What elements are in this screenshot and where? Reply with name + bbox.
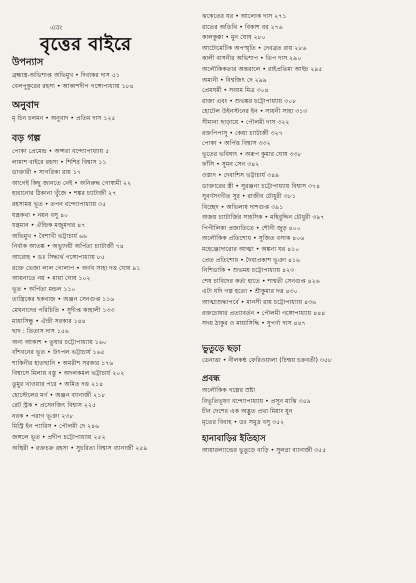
toc-entry: বাঁশবনের ভূত • উৎপল ভট্টাচার্য ১৬৫ — [12, 349, 105, 357]
toc-entry: আগেই কিছু জানতে নেই • অনিরুদ্ধ গোস্বামী ২২ — [12, 179, 132, 187]
toc-entry: অন্য আকাশ • তুষার চট্টোপাধ্যায় ১৬০ — [12, 338, 107, 346]
toc-entry: সদয় ঠাকুর ও মায়াসিদ্ধি • সুপর্ণা দাস ৪৪৭ — [202, 320, 306, 328]
toc-entry: প্রেত প্রতিশোধ • দৈবাপ্রকাশ ভূঞা ৪১৬ — [202, 256, 301, 264]
toc-entry: আরোহ • ডঃ সিদ্ধার্থ গঙ্গোপাধ্যায় ৮৫ — [12, 253, 105, 261]
toc-entry: অলৌকিকতার অন্তরালে • রাইপ্রতিমা আইচ ২৯৫ — [202, 65, 323, 73]
toc-entry: অলৌকিক প্রতিশোধ • সুজিত বসাক ৪০৬ — [202, 235, 305, 243]
toc-entry: ছাদ : তিতাস দাস ১৫৬ — [12, 328, 69, 336]
toc-entry: মৃ চিন চলমন • অনুবাদ • প্রতিম দাস ১২৫ — [12, 115, 116, 122]
toc-entry: নির্বাক আতঙ্ক • অভ্যুদয়ী অর্পিতা চ্যাটার্জী ৭৪ — [12, 243, 124, 251]
toc-entry: রক্তচোষার প্রত্যাবর্তন • পৌলমী গঙ্গোপাধ্যায় ৪৪৪ — [202, 309, 326, 317]
toc-entry: ডুমুর খাওয়ার পরে • অমিত দত্ত ২১৪ — [12, 381, 104, 389]
section-boro-golpo-cont — [202, 12, 408, 330]
toc-entry: মিস্ট্রি ইন প্যারিস • পৌলমী দে ২৪৬ — [12, 423, 100, 431]
toc-entry: ডাক্তারী • সাগরিকা রায় ১৭ — [12, 169, 81, 177]
toc-entry: তান্ত্রিকের ছকবাজ • অঞ্জন সেনগুপ্ত ১১৬ — [12, 296, 115, 304]
toc-entry: এটা যদি গল্প হতো • শ্রীকুমার দত্ত ৪৩০ — [202, 288, 298, 296]
toc-entry: কালী বাসনীর অভিশাপ • তিপ দাস ২৯০ — [202, 55, 302, 63]
section-upanyas — [12, 56, 200, 92]
toc-entry: মৃতের বিবাহ • ডঃ সমুদ্র বসু ৩৫২ — [202, 418, 285, 426]
toc-entry: মহেঞ্জোদারোর আত্মা • অঙ্কনা ঘর ৪১০ — [202, 246, 300, 254]
toc-entry: পোকা প্রেমেন্দ্র • অপ্সরা বন্দ্যোপাধ্যায় ৫ — [12, 148, 110, 155]
toc-entry: যন্ত্রকথা • নয়ন বসু ৪০ — [12, 211, 69, 219]
publisher-mark: এবং — [50, 24, 63, 32]
toc-entry: বিশ্বাসে মিলায় বস্তু • অদলকমল ভট্টাচার্য ২০২ — [12, 370, 125, 378]
section-heading: প্রবন্ধ — [202, 374, 220, 384]
toc-entry: পিপীলিকা প্রজাতিতে • শৌনী জুড় ৪০০ — [202, 224, 301, 232]
toc-entry: অলৌকিক গল্পের স্রষ্টা — [202, 387, 256, 394]
toc-entry: শাকিনীর হাতছানি • অমরীশ সরকার ১৭৬ — [12, 359, 114, 367]
toc-entry: ওস্তাদ • দেবাশিস ভট্টাচার্য ৩৪৯ — [202, 171, 280, 179]
toc-entry: রাজা এবং • শুভঙ্কর চট্টোপাধ্যায় ৩০৮ — [202, 97, 297, 105]
toc-entry: রাতের অতিথি • বিকাশ বর ২৭৬ — [202, 23, 283, 31]
toc-entry: আয়ারল্যান্ডের ভুতুড়ে বাড়ি • সুলগ্না ব্যানার্জী ৩৫৫ — [202, 447, 327, 454]
toc-entry: বেলপুকুরের রহস্য • আকাশদীপ গঙ্গোপাধ্যায় ১৮৪ — [12, 82, 134, 90]
toc-entry: পোকা • অর্পিত্ত বিশ্বাস ৩৩২ — [202, 140, 271, 148]
toc-entry: ফাঁসি • সুমন সেন ৩৪২ — [202, 161, 260, 169]
section-chhora — [202, 342, 408, 367]
toc-entry: আটোমেটিক অপস্মৃতি • দেবব্রত রায় ২৮৬ — [202, 44, 307, 52]
toc-entry: ডেনাত্তা • নীলকন্ঠ ফেরিওয়ালা (চিন্ময় চক্রবর্তী) ৩৫৮ — [202, 357, 332, 364]
toc-entry: রেট স্ট্রক • প্রসেনজিৎ বিশ্বাস ২২৫ — [12, 402, 96, 410]
toc-entry: মেঘনাদের পরিচিতি • সুদীপ্ত কাহালী ১৩৩ — [12, 306, 115, 314]
toc-entry: জঙ্গলে ভূত • প্রদীপ চট্টোপাধ্যায় ২৫২ — [12, 434, 106, 442]
section-anubad — [12, 99, 200, 125]
section-heading: হানাবাড়ির ইতিহাস — [202, 434, 266, 444]
toc-entry: বিভূতিভূষণ বন্দ্যোপাধ্যায় • প্রসূন মাঝি ৩৫৯ — [202, 397, 311, 405]
section-probondho — [202, 372, 408, 428]
toc-entry: আত্মাশুদ্ধাপর্বে • মানসী রায় চট্টোপাধ্যায় ৪৩৬ — [202, 299, 317, 307]
toc-entry: শেষ চাবিদের কর্তা হাতে • শাশ্বতী সেনগুপ্ত ৪২৬ — [202, 277, 320, 285]
toc-entry: সীমানা ছাড়ায়ে • পৌলমী দাস ৩২২ — [202, 118, 290, 126]
toc-entry: ঝকেতের ঘর • আলোক দাস ২৭১ — [202, 13, 287, 20]
toc-entry: অজয় চ্যাটার্জির সাহসিক • মহিবুদ্দিন চৌধুরী ৩৯৭ — [202, 214, 325, 222]
toc-entry: হোটেল উইনস্টনের ইন • সায়নী সাহা ৩১৩ — [202, 108, 308, 116]
toc-entry: রক্তে ভেজা লাল গোলাপ • অর্ণব সাহা দত্ত ঘোষ ৯১ — [12, 264, 141, 272]
toc-entry: অমানী • বিশ্বজিৎ দে ২৯৯ — [202, 76, 267, 84]
section-heading: অনুবাদ — [12, 100, 39, 111]
toc-entry: বিচ্ছেদ • অভিলাষ দাশগুপ্ত ৩৯১ — [202, 203, 284, 211]
toc-entry: আয়নাতে নয় • মায়া ঘোষ ১০২ — [12, 275, 91, 283]
toc-entry: হোস্টেলের মর্গ • অঞ্জন ব্যানার্জী ২১৮ — [12, 391, 106, 399]
toc-entry: অভিমুখ • বৈশাখী ভট্টাচার্য ৬৬ — [12, 232, 88, 240]
section-hanabari — [202, 432, 408, 457]
toc-entry: চীন দেশের এক অদ্ভুত প্রথা মিয়াং যুন — [202, 408, 293, 416]
toc-entry: প্রেমঘর্মী • সংযম মিত্র ৩০৪ — [202, 87, 269, 95]
toc-entry: ব্রহ্মাস্ত্র-অভিশাপ্ত অভিমুখ • দিবাকর দাস ৫১ — [12, 72, 120, 79]
section-heading: উপন্যাস — [12, 57, 44, 68]
toc-entry: ডাক্তারের স্ত্রী • সুরঞ্জনা চট্টোপাধ্যায় বিশ্বাস ৩৭৪ — [202, 182, 321, 190]
toc-entry: যন্ত্রমান • ঐন্দ্রিক মজুমদার ৪৭ — [12, 222, 86, 230]
toc-entry: সুবর্ণসংগীত সুর • রাজীব চৌধুরী ৩৮১ — [202, 193, 296, 201]
toc-entry: লামাশ বাইরে রহস্য • শিশির বিশ্বাস ১১ — [12, 158, 107, 166]
toc-entry: রহস্যময় ভূত • তপন বন্দ্যোপাধ্যায় ৩৫ — [12, 200, 107, 208]
toc-entry: ভূত • অর্পিতা মন্ডল ১১০ — [12, 285, 76, 293]
section-heading: ভুতুড়ে ছড়া — [202, 344, 241, 354]
toc-entry: মায়াসিন্ধু • ঐন্দ্রী সরকার ১৪৪ — [12, 317, 86, 325]
toc-entry: অস্থিরী • রক্তচক্র রহস্য • সুচরিতা বিশ্বাস ব্যানার্জী ২৫৯ — [12, 444, 148, 452]
section-boro-golpo — [12, 132, 200, 454]
book-title: বৃত্তের বাইরে — [40, 34, 132, 55]
toc-entry: কালকুক্কা • মুন ঘোষ ২৮০ — [202, 34, 266, 42]
toc-entry: নিশিডাকি • শুভময় চট্টোপাধ্যায় ৪২৩ — [202, 267, 295, 275]
toc-entry: রক্তপিপাসু • কেয়া চ্যাটার্জী ৩২৭ — [202, 129, 283, 137]
section-heading: বড় গল্প — [12, 133, 41, 144]
toc-entry: নরক • পরাগ ভূঞা ২৩৮ — [12, 412, 74, 420]
toc-entry: হারানোর ঠিকানা খুঁজে • শঙ্কর চ্যাটার্জী ২৭ — [12, 190, 117, 198]
toc-entry: ভূতের ভবিষ্যৎ • অরূপ কুমার ঘোষ ৩৩৮ — [202, 150, 302, 158]
